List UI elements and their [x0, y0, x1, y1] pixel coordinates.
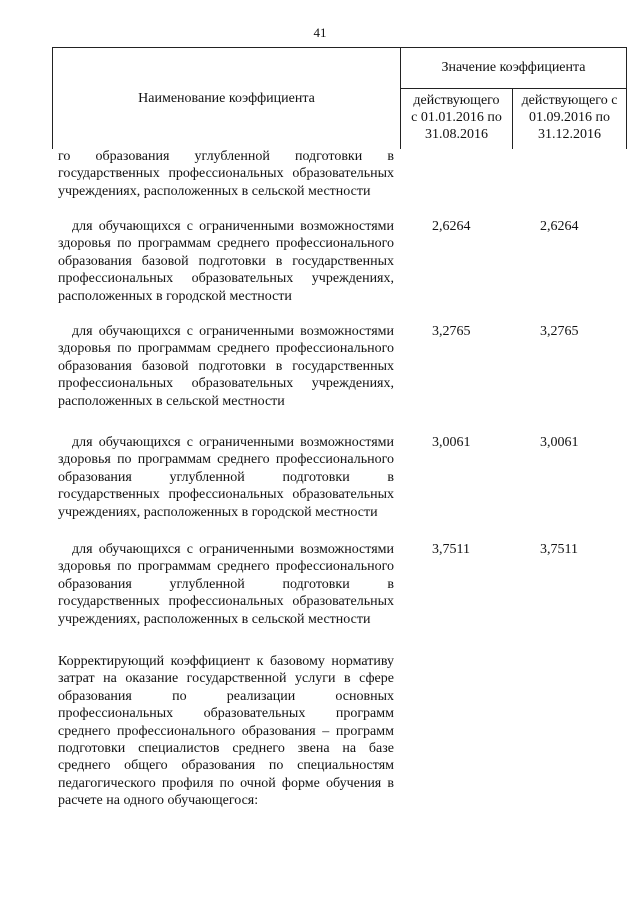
- period-2-line-2: 01.09.2016 по: [529, 110, 610, 125]
- coefficient-table-header: [52, 47, 627, 149]
- period-1-line-3: 31.08.2016: [425, 127, 488, 142]
- row-3-value-1: 3,0061: [432, 435, 471, 450]
- row-3-text: для обучающихся с ограниченными возможностями здоровья по программам среднего профессионального образования углубленной подготовки в государственных профессиональных образовательных учреждениях, расположенных в городской местности: [58, 435, 394, 520]
- row-2-value-1: 3,2765: [432, 324, 471, 339]
- row-1-value-1: 2,6264: [432, 219, 471, 234]
- row-2-text: для обучающихся с ограниченными возможностями здоровья по программам среднего профессионального образования базовой подготовки в государственных профессиональных образовательных учреждениях, расположенных в сельской местности: [58, 324, 394, 409]
- period-1-line-2: с 01.01.2016 по: [411, 110, 502, 125]
- period-2-line-3: 31.12.2016: [538, 127, 601, 142]
- period-1-header: [401, 89, 513, 149]
- corrective-coefficient-text: Корректирующий коэффициент к базовому нормативу затрат на оказание государственной услуги в сфере образования по реализации основных профессиональных образовательных программ среднего профессионального образования – программ подготовки специалистов среднего звена на базе среднего общего образования по специальностям педагогического профиля по очной форме обучения в расчете на одного обучающегося:: [58, 654, 394, 809]
- row-4-value-1: 3,7511: [432, 542, 470, 557]
- values-column-header: Значение коэффициента: [401, 48, 626, 89]
- row-4-text: для обучающихся с ограниченными возможностями здоровья по программам среднего профессионального образования углубленной подготовки в государственных профессиональных образовательных учреждениях, расположенных в сельской местности: [58, 542, 394, 627]
- name-column-header: Наименование коэффициента: [53, 48, 401, 149]
- page-number: 41: [313, 25, 327, 40]
- period-2-header: [513, 89, 626, 149]
- row-1-value-2: 2,6264: [540, 219, 579, 234]
- row-1-text: для обучающихся с ограниченными возможностями здоровья по программам среднего профессионального образования базовой подготовки в государственных профессиональных образовательных учреждениях, расположенных в городской местности: [58, 219, 394, 304]
- row-4-value-2: 3,7511: [540, 542, 578, 557]
- period-1-line-1: действующего: [413, 93, 500, 108]
- row-2-value-2: 3,2765: [540, 324, 579, 339]
- continuation-text: го образования углубленной подготовки в государственных профессиональных образовательных учреждениях, расположенных в сельской местности: [58, 149, 394, 199]
- row-3-value-2: 3,0061: [540, 435, 579, 450]
- period-2-line-1: действующего с: [521, 93, 618, 108]
